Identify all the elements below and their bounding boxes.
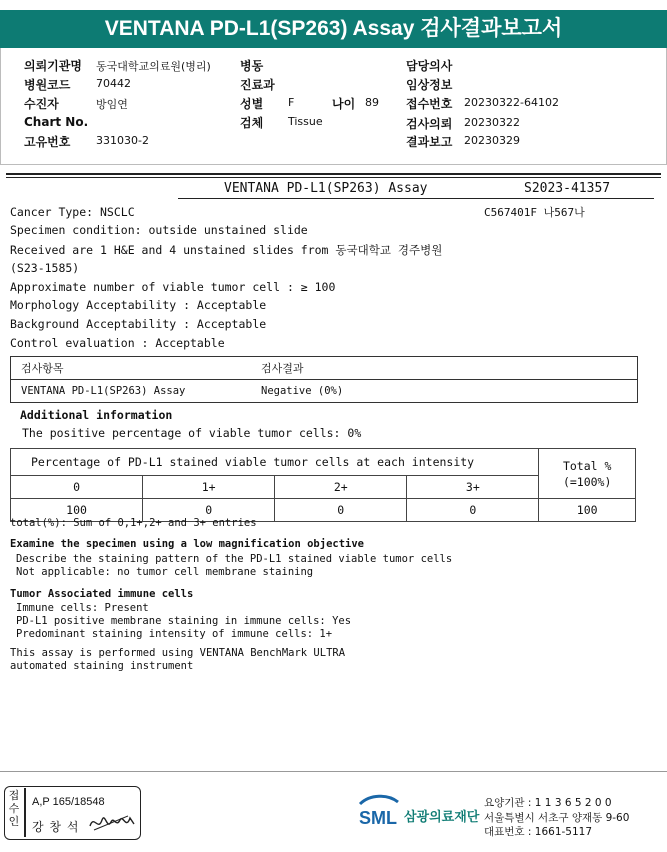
intensity-value: 0 — [407, 499, 539, 522]
intensity-total: 100 — [539, 499, 636, 522]
closing-line: automated staining instrument — [10, 660, 194, 672]
sex-label: 성별 — [240, 97, 264, 111]
accession-value: 20230322-64102 — [464, 96, 559, 109]
intensity-value: 100 — [11, 499, 143, 522]
table-header-cell: 검사항목 — [11, 357, 252, 380]
report-line: Specimen condition: outside unstained slide — [10, 223, 308, 237]
receipt-label: 접수인 — [8, 789, 20, 828]
sml-logo-icon — [356, 794, 402, 830]
agency-code: 요양기관 : 1 1 3 6 5 2 0 0 — [484, 797, 612, 809]
request-date-value: 20230322 — [464, 116, 520, 129]
institution-value: 동국대학교의료원(병리) — [96, 60, 211, 73]
report-date-value: 20230329 — [464, 134, 520, 147]
recipient-label: 수진자 — [24, 97, 59, 111]
doctor-label: 담당의사 — [406, 59, 453, 73]
hospital-code-value: 70442 — [96, 77, 131, 90]
additional-info-text: The positive percentage of viable tumor cells: 0% — [22, 426, 362, 440]
table-cell: Negative (0%) — [251, 380, 638, 403]
institution-label: 의뢰기관명 — [24, 59, 82, 73]
immune-line: Immune cells: Present — [16, 602, 149, 614]
intensity-level: 2+ — [275, 476, 407, 499]
report-line: Cancer Type: NSCLC — [10, 205, 135, 219]
intensity-level: 0 — [11, 476, 143, 499]
intensity-table — [10, 448, 636, 522]
report-date-label: 결과보고 — [406, 135, 453, 149]
case-number: S2023-41357 — [524, 181, 611, 196]
clinical-info-label: 임상정보 — [406, 78, 453, 92]
accession-label: 접수번호 — [406, 97, 453, 111]
closing-line: This assay is performed using VENTANA BenchMark ULTRA — [10, 647, 346, 659]
phone: 대표번호 : 1661-5117 — [484, 826, 593, 838]
specimen-label: 검체 — [240, 116, 264, 130]
ward-label: 병동 — [240, 59, 264, 73]
additional-info-title: Additional information — [20, 408, 173, 422]
receiver-name: 강 창 석 — [32, 820, 80, 834]
specimen-value: Tissue — [288, 115, 323, 128]
immune-line: Predominant staining intensity of immune cells: 1+ — [16, 628, 333, 640]
table-header-row — [11, 449, 636, 476]
org-name: 삼광의료재단 — [404, 810, 480, 825]
total-header-cell — [539, 449, 636, 499]
unique-no-value: 331030-2 — [96, 134, 149, 147]
chart-no-label: Chart No. — [24, 115, 89, 129]
table-header-row — [11, 357, 638, 380]
sex-value: F — [288, 96, 295, 109]
dept-label: 진료과 — [240, 78, 275, 92]
address: 서울특별시 서초구 양재동 9-60 — [484, 812, 630, 824]
unique-no-label: 고유번호 — [24, 135, 71, 149]
total-note: total(%): Sum of 0,1+,2+ and 3+ entries — [10, 517, 257, 529]
result-table — [10, 356, 638, 403]
immune-line: PD-L1 positive membrane staining in immune cells: Yes — [16, 615, 352, 627]
section-divider-thin — [6, 177, 661, 178]
report-title: VENTANA PD-L1(SP263) Assay 검사결과보고서 — [0, 10, 667, 48]
assay-heading: VENTANA PD-L1(SP263) Assay — [224, 181, 428, 196]
report-line: Morphology Acceptability : Acceptable — [10, 298, 267, 312]
intensity-caption: Percentage of PD-L1 stained viable tumor cells at each intensity — [11, 449, 539, 476]
table-header-cell: 검사결과 — [251, 357, 638, 380]
block-id: C567401F 나567나 — [484, 206, 585, 219]
report-line: (S23-1585) — [10, 261, 80, 275]
report-line: Background Acceptability : Acceptable — [10, 317, 267, 331]
request-date-label: 검사의뢰 — [406, 117, 453, 131]
report-line: Received are 1 H&E and 4 unstained slides from 동국대학교 경주병원 — [10, 243, 443, 257]
heading-underline — [178, 198, 654, 199]
recipient-value: 방임연 — [96, 98, 128, 111]
low-mag-line: Describe the staining pattern of the PD-L1 stained viable tumor cells — [16, 553, 453, 565]
footer-divider — [0, 771, 667, 772]
hospital-code-label: 병원코드 — [24, 78, 71, 92]
intensity-level: 1+ — [143, 476, 275, 499]
immune-title: Tumor Associated immune cells — [10, 588, 194, 600]
table-cell: VENTANA PD-L1(SP263) Assay — [11, 380, 252, 403]
total-header-title: Total % — [562, 458, 612, 473]
report-line: Control evaluation : Acceptable — [10, 336, 225, 350]
report-line: Approximate number of viable tumor cell : ≥ 100 — [10, 280, 336, 294]
signature-icon — [88, 810, 136, 834]
receipt-number: A,P 165/18548 — [32, 796, 105, 808]
intensity-value: 0 — [143, 499, 275, 522]
age-value: 89 — [365, 96, 379, 109]
low-mag-line: Not applicable: no tumor cell membrane staining — [16, 566, 314, 578]
intensity-value: 0 — [275, 499, 407, 522]
receipt-divider — [24, 788, 26, 837]
section-divider — [6, 173, 661, 175]
table-row — [11, 380, 638, 403]
logo-text: SML — [359, 808, 397, 828]
age-label: 나이 — [332, 97, 356, 111]
low-mag-title: Examine the specimen using a low magnification objective — [10, 538, 365, 550]
intensity-level: 3+ — [407, 476, 539, 499]
total-header-subtitle: (=100%) — [562, 474, 612, 489]
